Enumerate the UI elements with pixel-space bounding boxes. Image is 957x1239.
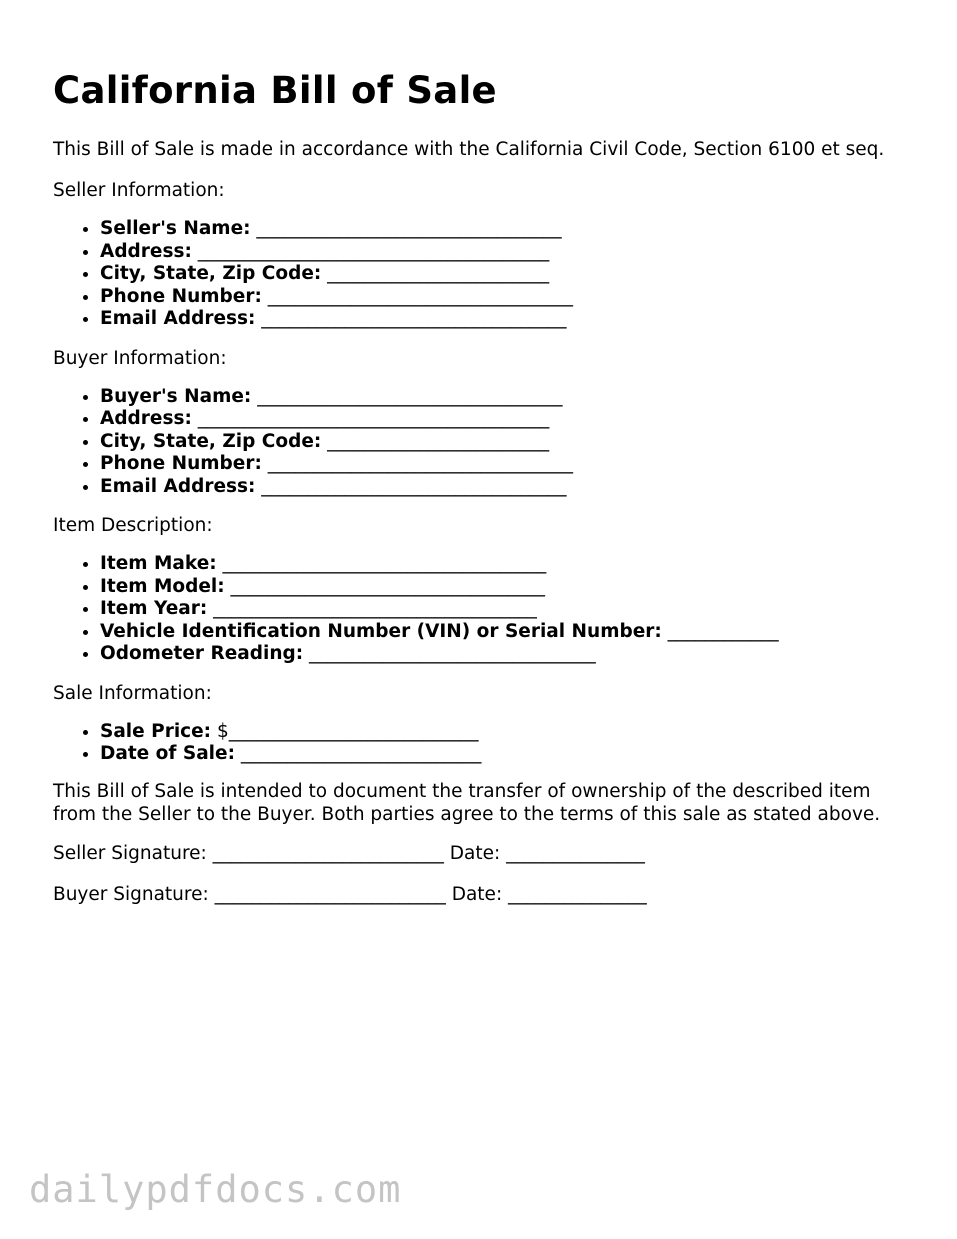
seller-name-field	[100, 218, 933, 241]
field-label: Address:	[100, 240, 192, 262]
field-label: Buyer's Name:	[100, 385, 252, 407]
field-blank: _________________________________	[255, 475, 567, 497]
field-blank: __________________________	[234, 743, 482, 764]
field-blank: _______________________________	[303, 643, 596, 664]
seller-signature-line: Seller Signature: _________________________ Date: _______________	[53, 842, 645, 864]
seller-phone-field	[100, 286, 933, 309]
watermark: dailypdfdocs.com	[29, 1168, 402, 1211]
buyer-signature-line: Buyer Signature: _________________________ Date: _______________	[53, 883, 647, 905]
item-field-list	[53, 553, 933, 666]
document	[53, 66, 933, 908]
field-blank: ________________________	[321, 430, 550, 452]
field-label: Email Address:	[100, 308, 256, 329]
sale-price-field	[100, 721, 933, 744]
field-blank: _________________________________	[261, 285, 573, 307]
item-make-field	[100, 553, 933, 576]
field-label: Item Year:	[100, 598, 208, 619]
item-section-heading: Item Description:	[53, 515, 213, 536]
document-title: California Bill of Sale	[53, 69, 497, 112]
buyer-name-field	[100, 386, 933, 409]
field-label: City, State, Zip Code:	[100, 263, 322, 284]
field-blank: ______________________________________	[191, 240, 550, 262]
item-model-field	[100, 576, 933, 599]
vin-field	[100, 621, 933, 644]
buyer-field-list	[53, 386, 933, 499]
sale-field-list	[53, 721, 933, 766]
field-blank: ___________________________________	[207, 598, 537, 619]
field-label: Phone Number:	[100, 453, 262, 474]
field-label: City, State, Zip Code:	[100, 430, 322, 452]
seller-section-heading: Seller Information:	[53, 180, 225, 201]
sale-section-heading: Sale Information:	[53, 682, 212, 704]
seller-address-field	[100, 241, 933, 264]
buyer-section-heading: Buyer Information:	[53, 347, 227, 369]
field-label: Seller's Name:	[100, 218, 251, 239]
field-blank: ____________	[661, 620, 779, 642]
field-label: Address:	[100, 408, 192, 429]
field-blank: _________________________________	[251, 385, 563, 407]
field-blank: _________________________________	[261, 453, 573, 474]
seller-field-list	[53, 218, 933, 331]
sale-date-field	[100, 743, 933, 766]
field-label: Date of Sale:	[100, 743, 235, 764]
closing-paragraph: This Bill of Sale is intended to document the transfer of ownership of the described item from the Seller to the Buyer. Both parties agree to the terms of this sale as stated above.	[53, 780, 881, 825]
field-label: Item Model:	[100, 575, 225, 597]
field-blank: _________________________________	[255, 308, 567, 329]
seller-email-field	[100, 308, 933, 331]
buyer-email-field	[100, 476, 933, 499]
field-label: Item Make:	[100, 553, 217, 574]
item-year-field	[100, 598, 933, 621]
field-label: Odometer Reading:	[100, 643, 304, 664]
field-blank: ___________________________________	[216, 553, 547, 574]
seller-city-field	[100, 263, 933, 286]
buyer-city-field	[100, 431, 933, 454]
field-blank: _________________________________	[250, 218, 562, 239]
field-blank: ________________________	[321, 263, 550, 284]
field-blank: ______________________________________	[191, 408, 550, 429]
odometer-field	[100, 643, 933, 666]
field-label: Phone Number:	[100, 285, 262, 307]
field-label: Vehicle Identification Number (VIN) or Serial Number:	[100, 620, 662, 642]
field-label: Email Address:	[100, 475, 256, 497]
buyer-phone-field	[100, 453, 933, 476]
field-blank: $___________________________	[211, 720, 479, 742]
field-blank: __________________________________	[224, 575, 546, 597]
buyer-address-field	[100, 408, 933, 431]
intro-paragraph: This Bill of Sale is made in accordance with the California Civil Code, Section 6100 et seq.	[53, 139, 885, 160]
field-label: Sale Price:	[100, 720, 212, 742]
